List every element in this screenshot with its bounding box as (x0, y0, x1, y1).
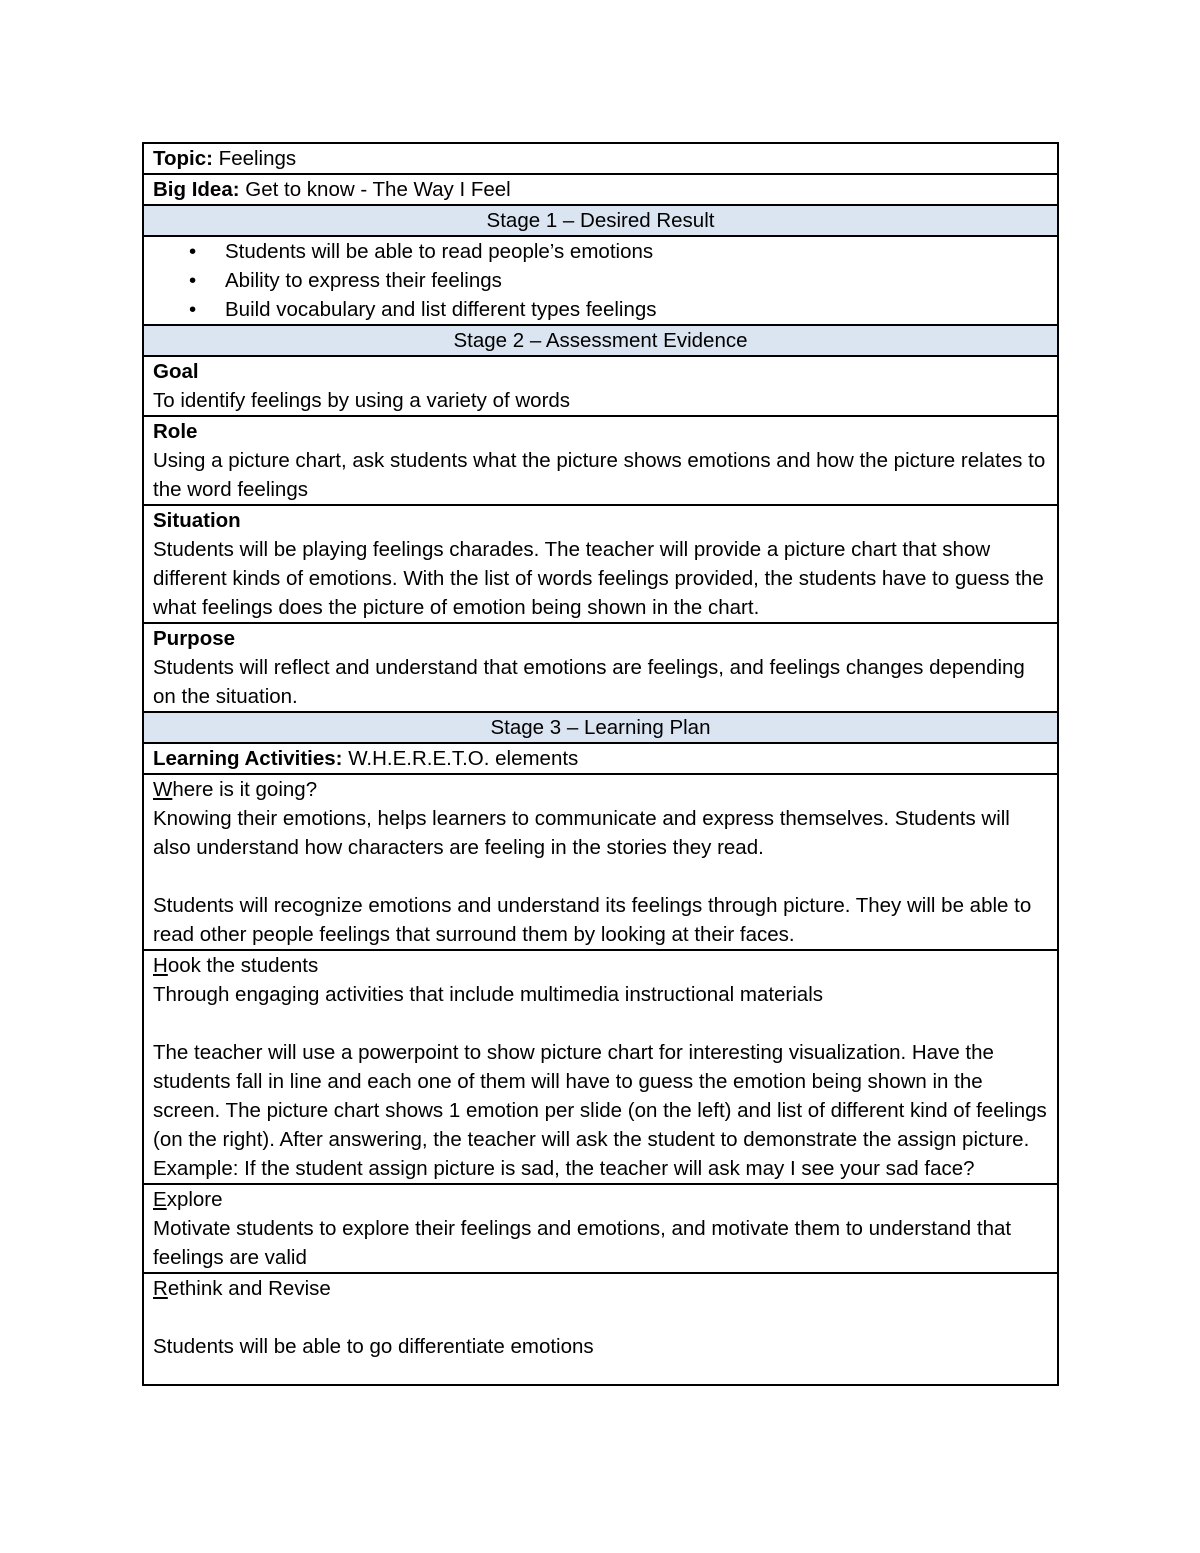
rethink-heading-rest: ethink and Revise (167, 1277, 331, 1300)
rethink-heading (153, 1274, 1048, 1303)
where-cell (143, 774, 1058, 950)
hook-cell (143, 950, 1058, 1184)
desired-result-list (153, 237, 1048, 324)
list-item: • Students will be able to read people’s emotions (225, 237, 1048, 266)
list-item: • Build vocabulary and list different types feelings (225, 295, 1048, 324)
hook-paragraph-1: Through engaging activities that include multimedia instructional materials (153, 983, 824, 1006)
purpose-heading: Purpose (153, 627, 236, 650)
stage2-header-row (143, 325, 1058, 356)
explore-heading (153, 1185, 1048, 1214)
blank-line (153, 862, 1048, 891)
goal-row (143, 356, 1058, 416)
big-idea-label: Big Idea: (153, 178, 240, 201)
where-row (143, 774, 1058, 950)
stage3-header-row (143, 712, 1058, 743)
topic-row (143, 143, 1058, 174)
lesson-plan-table (142, 142, 1059, 1386)
role-cell (143, 416, 1058, 505)
where-heading-rest: here is it going? (172, 778, 318, 801)
where-paragraph-1: Knowing their emotions, helps learners to communicate and express themselves. Students will also understand how characters are feeling in the stories they read. (153, 807, 1010, 859)
purpose-text: Students will reflect and understand that emotions are feelings, and feelings changes depending on the situation. (153, 656, 1025, 708)
explore-cell (143, 1184, 1058, 1273)
activities-label: Learning Activities: (153, 747, 343, 770)
activities-value: W.H.E.R.E.T.O. elements (348, 747, 579, 770)
topic-cell (143, 143, 1058, 174)
stage1-bullets-row (143, 236, 1058, 325)
big-idea-value: Get to know - The Way I Feel (245, 178, 511, 201)
explore-initial: E (153, 1188, 167, 1211)
situation-text: Students will be playing feelings charades. The teacher will provide a picture chart that show different kinds of emotions. With the list of words feelings provided, the students have to guess the what feelings does the picture of emotion being shown in the chart. (153, 538, 1044, 619)
hook-paragraph-2: The teacher will use a powerpoint to show picture chart for interesting visualization. Have the students fall in line and each one of them will have to guess the emotion being shown in the screen. The picture chart shows 1 emotion per slide (on the left) and list of different kind of feelings (on the right). After answering, the teacher will ask the student to demonstrate the assign picture. (153, 1041, 1047, 1151)
stage1-header-row (143, 205, 1058, 236)
blank-line (153, 1009, 1048, 1038)
situation-heading: Situation (153, 509, 241, 532)
stage1-title: Stage 1 – Desired Result (143, 205, 1058, 236)
explore-paragraph: Motivate students to explore their feelings and emotions, and motivate them to understand that feelings are valid (153, 1217, 1012, 1269)
blank-line (153, 1303, 1048, 1332)
hook-example: Example: If the student assign picture is sad, the teacher will ask may I see your sad face? (153, 1157, 975, 1180)
purpose-cell (143, 623, 1058, 712)
role-text: Using a picture chart, ask students what the picture shows emotions and how the picture relates to the word feelings (153, 449, 1046, 501)
goal-text: To identify feelings by using a variety of words (153, 389, 571, 412)
rethink-cell (143, 1273, 1058, 1385)
hook-initial: H (153, 954, 168, 977)
where-heading (153, 775, 1048, 804)
purpose-row (143, 623, 1058, 712)
topic-label: Topic: (153, 147, 213, 170)
rethink-initial: R (153, 1277, 168, 1300)
where-paragraph-2: Students will recognize emotions and understand its feelings through picture. They will be able to read other people feelings that surround them by looking at their faces. (153, 894, 1032, 946)
activities-cell (143, 743, 1058, 774)
situation-cell (143, 505, 1058, 623)
hook-heading-rest: ook the students (167, 954, 319, 977)
stage2-title: Stage 2 – Assessment Evidence (143, 325, 1058, 356)
activities-row (143, 743, 1058, 774)
big-idea-row (143, 174, 1058, 205)
role-row (143, 416, 1058, 505)
explore-heading-rest: xplore (166, 1188, 223, 1211)
topic-value: Feelings (218, 147, 297, 170)
goal-cell (143, 356, 1058, 416)
role-heading: Role (153, 420, 198, 443)
big-idea-cell (143, 174, 1058, 205)
explore-row (143, 1184, 1058, 1273)
hook-heading (153, 951, 1048, 980)
rethink-row (143, 1273, 1058, 1385)
situation-row (143, 505, 1058, 623)
stage3-title: Stage 3 – Learning Plan (143, 712, 1058, 743)
list-item: • Ability to express their feelings (225, 266, 1048, 295)
hook-row (143, 950, 1058, 1184)
rethink-paragraph: Students will be able to go differentiate emotions (153, 1335, 594, 1358)
where-initial: W (153, 778, 173, 801)
goal-heading: Goal (153, 360, 199, 383)
stage1-bullets-cell (143, 236, 1058, 325)
